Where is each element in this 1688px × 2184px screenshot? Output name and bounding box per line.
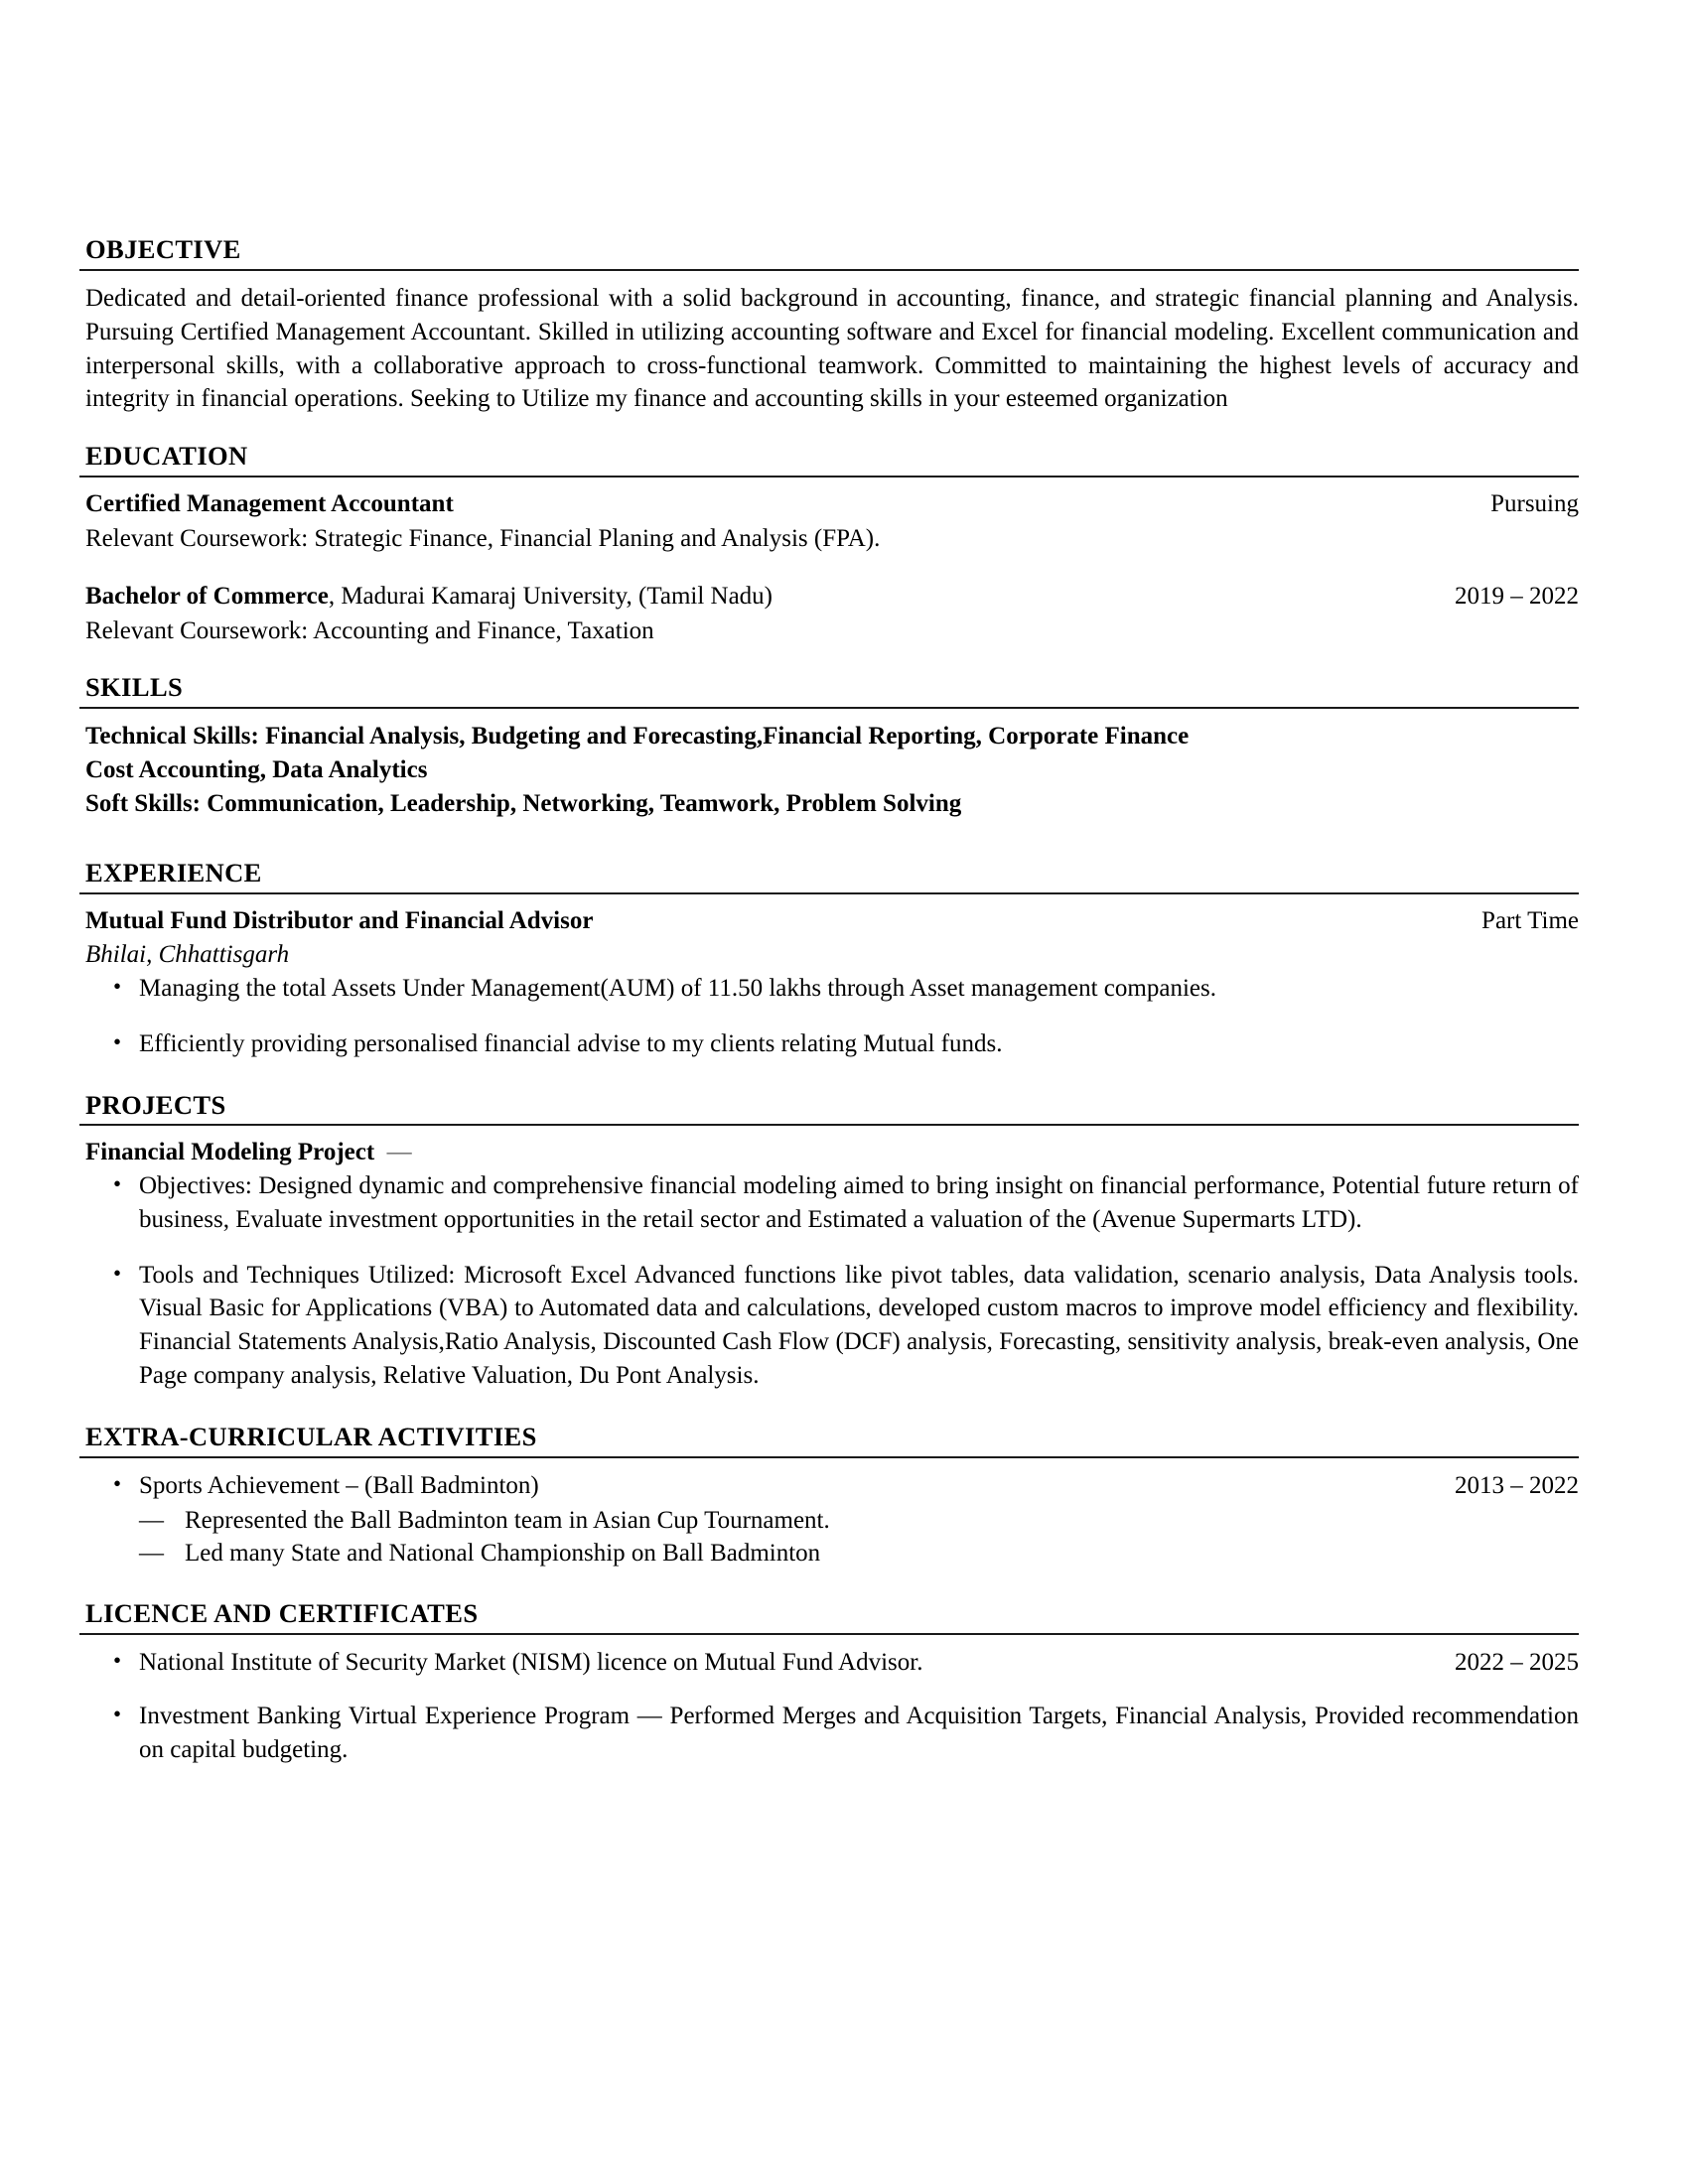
education-entry-title	[85, 581, 1455, 614]
list-item	[85, 1469, 1579, 1570]
education-entry-header	[79, 581, 1579, 614]
section-heading-projects: PROJECTS	[85, 1089, 226, 1120]
list-item: — Represented the Ball Badminton team in Asian Cup Tournament.	[139, 1504, 1579, 1537]
section-rule-experience	[79, 892, 1579, 894]
activity-text: • Sports Achievement – (Ball Badminton)	[139, 1471, 539, 1499]
licence-row	[139, 1646, 1579, 1680]
education-entry-header	[79, 488, 1579, 521]
experience-entry	[79, 905, 1579, 1061]
activity-date: 2013 – 2022	[1455, 1471, 1579, 1499]
project-title-wrap	[85, 1137, 1579, 1169]
list-item: • Investment Banking Virtual Experience Program — Performed Merges and Acquisition Targets, Financial Analysis, Provided recommendation on capital budgeting.	[85, 1700, 1579, 1767]
education-coursework: Relevant Coursework: Strategic Finance, Financial Planing and Analysis (FPA).	[85, 524, 881, 552]
section-experience	[79, 857, 1579, 1061]
section-rule-education	[79, 476, 1579, 478]
section-heading-experience: EXPERIENCE	[85, 857, 262, 887]
section-rule-activities	[79, 1456, 1579, 1458]
section-licences	[79, 1600, 1579, 1766]
activity-subitem-list	[139, 1504, 1579, 1570]
section-heading-skills: SKILLS	[85, 672, 184, 703]
education-entry-title	[85, 488, 1490, 521]
experience-job-title: Mutual Fund Distributor and Financial Advisor	[85, 906, 594, 934]
education-degree: Certified Management Accountant	[85, 490, 454, 518]
skills-soft-line: Soft Skills: Communication, Leadership, Networking, Teamwork, Problem Solving	[85, 789, 962, 817]
activities-bullet-list	[79, 1469, 1579, 1570]
licence-text: • National Institute of Security Market (NISM) licence on Mutual Fund Advisor.	[139, 1649, 923, 1677]
project-entry-header	[79, 1137, 1579, 1169]
education-entry	[79, 581, 1579, 647]
section-education	[79, 443, 1579, 647]
list-item: • Efficiently providing personalised financial advise to my clients relating Mutual funds.	[85, 1027, 1579, 1061]
section-rule-licences	[79, 1633, 1579, 1635]
education-degree: Bachelor of Commerce	[85, 583, 329, 611]
education-institution: , Madurai Kamaraj University, (Tamil Nadu)	[328, 583, 774, 611]
section-skills	[79, 674, 1579, 821]
project-title: Financial Modeling Project	[85, 1139, 375, 1166]
section-activities	[79, 1424, 1579, 1570]
section-objective	[79, 236, 1579, 416]
experience-bullet-list	[79, 972, 1579, 1061]
section-projects	[79, 1089, 1579, 1394]
education-date: 2019 – 2022	[1455, 583, 1579, 611]
section-heading-education: EDUCATION	[85, 441, 248, 472]
experience-entry-header	[79, 905, 1579, 938]
section-rule-objective	[79, 269, 1579, 271]
list-item	[85, 1646, 1579, 1680]
project-entry	[79, 1137, 1579, 1393]
skills-technical-line: Technical Skills: Financial Analysis, Budgeting and Forecasting,Financial Reporting, Corporate Finance	[85, 722, 1190, 750]
objective-paragraph: Dedicated and detail-oriented finance professional with a solid background in accounting, finance, and strategic financial planning and Analysis. Pursuing Certified Management Accountant. Skilled in utilizing accounting software and Excel for financial modeling. Excellent communication and interpersonal skills, with a collaborative approach to cross-functional teamwork. Committed to maintaining the highest levels of accuracy and integrity in financial operations. Seeking to Utilize my finance and accounting skills in your esteemed organization	[85, 284, 1579, 413]
education-entry	[79, 488, 1579, 555]
list-item: • Managing the total Assets Under Management(AUM) of 11.50 lakhs through Asset management companies.	[85, 972, 1579, 1006]
section-heading-activities: EXTRA-CURRICULAR ACTIVITIES	[85, 1422, 537, 1452]
resume-body	[79, 236, 1579, 1767]
list-item: — Led many State and National Championship on Ball Badminton	[139, 1537, 1579, 1570]
section-rule-projects	[79, 1124, 1579, 1126]
licences-bullet-list	[79, 1646, 1579, 1767]
experience-location: Bhilai, Chhattisgarh	[85, 941, 290, 969]
section-rule-skills	[79, 707, 1579, 709]
skills-technical-line-continued: Cost Accounting, Data Analytics	[85, 755, 428, 783]
education-date: Pursuing	[1490, 490, 1579, 518]
list-item: • Tools and Techniques Utilized: Microsoft Excel Advanced functions like pivot tables, data validation, scenario analysis, Data Analysis tools. Visual Basic for Applications (VBA) to Automated data and calculations, developed custom macros to improve model efficiency and flexibility. Financial Statements Analysis,Ratio Analysis, Discounted Cash Flow (DCF) analysis, Forecasting, sensitivity analysis, break-even analysis, One Page company analysis, Relative Valuation, Du Pont Analysis.	[85, 1259, 1579, 1394]
project-bullet-list	[79, 1169, 1579, 1393]
licence-date: 2022 – 2025	[1455, 1649, 1579, 1677]
project-separator: —	[386, 1139, 412, 1166]
education-coursework: Relevant Coursework: Accounting and Finance, Taxation	[85, 616, 654, 644]
experience-employment-type: Part Time	[1481, 906, 1579, 934]
list-item: • Objectives: Designed dynamic and comprehensive financial modeling aimed to bring insight on financial performance, Potential future return of business, Evaluate investment opportunities in the retail sector and Estimated a valuation of the (Avenue Supermarts LTD).	[85, 1169, 1579, 1237]
section-heading-licences: LICENCE AND CERTIFICATES	[85, 1598, 479, 1629]
activity-row	[139, 1469, 1579, 1503]
section-heading-objective: OBJECTIVE	[85, 234, 241, 264]
